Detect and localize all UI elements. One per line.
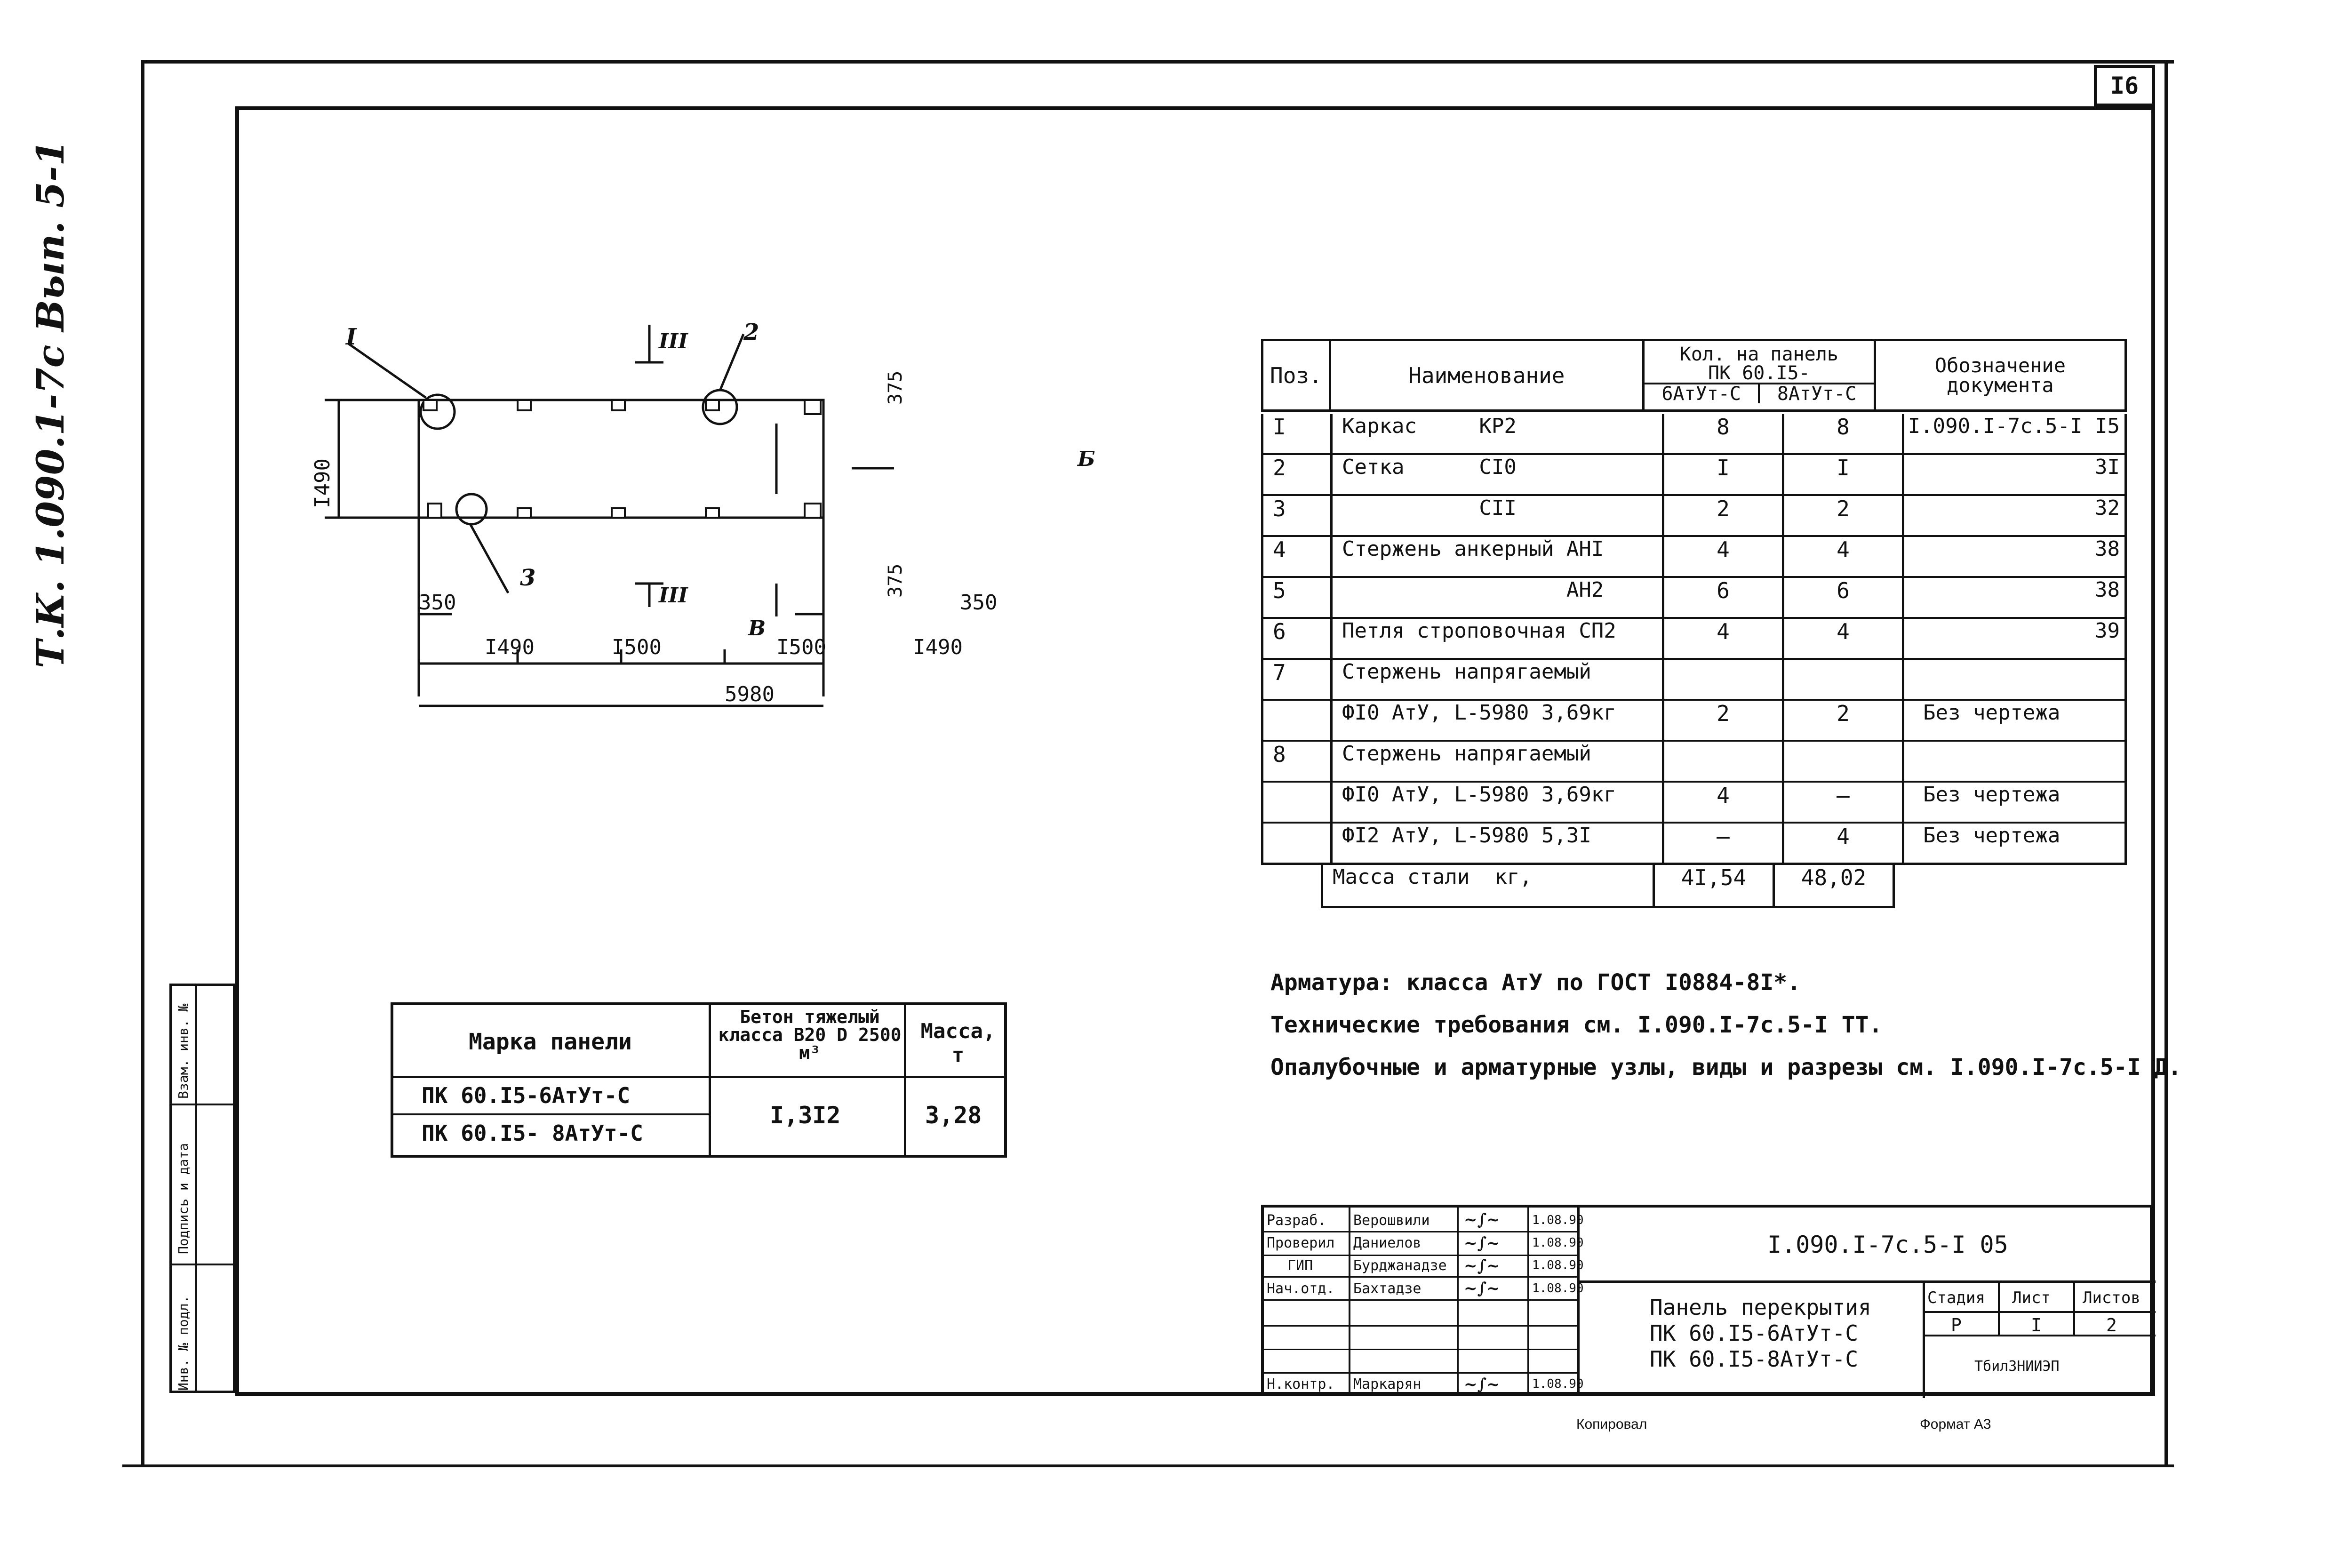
panel-mark-2: ПК 60.I5- 8АтУт-С xyxy=(422,1120,643,1146)
strip-sign: Подпись и дата xyxy=(176,1143,191,1254)
spec-table xyxy=(1261,339,2127,412)
footer-format: Формат А3 xyxy=(1920,1416,1991,1432)
dim-total: 5980 xyxy=(725,682,775,706)
tb-date-0: 1.08.90 xyxy=(1532,1213,1584,1227)
tb-date-2: 1.08.90 xyxy=(1532,1258,1584,1272)
tb-title-2: ПК 60.I5-6АтУт-С xyxy=(1650,1320,1859,1346)
note-reinforcement: Арматура: класса АтУ по ГОСТ I0884-8I*. xyxy=(1270,969,1801,996)
spec-row: ФI0 АтУ, L-5980 3,69кг 2 2 Без чертежа xyxy=(1261,701,2127,742)
tb-title-3: ПК 60.I5-8АтУт-С xyxy=(1650,1346,1859,1372)
callout-1: I xyxy=(346,324,357,350)
tb-sign-2: ~∫~ xyxy=(1464,1256,1500,1275)
spec-header-col-b: 8АтУт-С xyxy=(1777,383,1857,405)
spec-header-doc: Обозначение документа xyxy=(1875,340,2125,411)
spec-total-a: 4I,54 xyxy=(1655,865,1775,908)
spec-header-qty-sub: ПК 60.I5- xyxy=(1708,362,1810,384)
spec-header-pos: Поз. xyxy=(1262,340,1330,411)
panel-h-concrete: Бетон тяжелый класса В20 D 2500 м³ xyxy=(718,1007,902,1063)
panel-mass: 3,28 xyxy=(925,1102,982,1129)
frame-top xyxy=(235,106,2155,110)
tb-name-1: Даниелов xyxy=(1353,1235,1422,1251)
dim-seg4: I490 xyxy=(913,635,963,659)
tb-sign-0: ~∫~ xyxy=(1464,1210,1500,1229)
spec-row: I Каркас КР2 8 8 I.090.I-7с.5-I I5 xyxy=(1261,414,2127,455)
tb-stage: Р xyxy=(1951,1315,1962,1336)
spec-row: 3 СII 2 2 32 xyxy=(1261,496,2127,537)
view-mark-b: Б xyxy=(1078,447,1095,471)
dim-seg1: I490 xyxy=(485,635,535,659)
tb-sheets: 2 xyxy=(2106,1315,2117,1336)
panel-volume: I,3I2 xyxy=(770,1102,841,1129)
view-mark-v: В xyxy=(748,616,766,640)
outer-left-border xyxy=(141,60,144,1467)
spec-row: ФI2 АтУ, L-5980 5,3I – 4 Без чертежа xyxy=(1261,824,2127,865)
sheet-number: I6 xyxy=(2094,65,2155,106)
dim-seg2: I500 xyxy=(612,635,662,659)
outer-top-border xyxy=(141,60,2174,64)
tb-sheet-h: Лист xyxy=(2012,1288,2051,1307)
note-requirements: Технические требования см. I.090.I-7с.5-I ТТ. xyxy=(1270,1012,1883,1038)
section-mark-top: III xyxy=(659,329,688,353)
tb-date-1: 1.08.90 xyxy=(1532,1236,1584,1250)
spec-header-qty: Кол. на панель xyxy=(1679,344,1838,365)
strip-replace: Взам. инв. № xyxy=(176,1003,191,1099)
strip-inv: Инв. № подл. xyxy=(176,1295,191,1391)
spec-total-label: Масса стали кг, xyxy=(1321,865,1655,908)
panel-h-mass: Масса, т xyxy=(920,1019,996,1067)
tb-title-1: Панель перекрытия xyxy=(1650,1295,1871,1320)
spec-total-row xyxy=(1321,865,2127,908)
dim-bottom-375: 375 xyxy=(885,563,906,598)
tb-sign-6: ~∫~ xyxy=(1464,1375,1500,1394)
tb-role-0: Разраб. xyxy=(1267,1212,1326,1229)
panel-h-mark: Марка панели xyxy=(469,1029,632,1055)
section-mark-bottom: III xyxy=(659,584,688,608)
tb-role-2: ГИП xyxy=(1287,1257,1313,1274)
tb-sign-1: ~∫~ xyxy=(1464,1234,1500,1253)
tb-org: ТбилЗНИИЭП xyxy=(1974,1358,2060,1375)
tb-name-3: Бахтадзе xyxy=(1353,1280,1422,1297)
tb-date-3: 1.08.90 xyxy=(1532,1281,1584,1296)
tb-role-3: Нач.отд. xyxy=(1267,1280,1335,1297)
frame-left xyxy=(235,106,239,1396)
spec-rows xyxy=(1261,414,2127,908)
dim-left-350: 350 xyxy=(419,591,456,615)
spec-row: 6 Петля строповочная СП2 4 4 39 xyxy=(1261,619,2127,660)
spec-row: ФI0 АтУ, L-5980 3,69кг 4 – Без чертежа xyxy=(1261,783,2127,824)
tb-sheet: I xyxy=(2031,1315,2042,1336)
outer-right-border xyxy=(2164,60,2168,1467)
tb-code: I.090.I-7с.5-I 05 xyxy=(1767,1231,2008,1258)
dim-top-375: 375 xyxy=(885,370,906,405)
tb-sheets-h: Листов xyxy=(2083,1288,2140,1307)
spec-header-col-a: 6АтУт-С xyxy=(1645,384,1760,403)
panel-table xyxy=(391,1002,1007,1158)
frame-right xyxy=(2151,106,2155,1396)
tb-name-0: Верошвили xyxy=(1353,1212,1430,1229)
panel-plan-drawing xyxy=(306,306,1153,729)
dim-right-350: 350 xyxy=(960,591,998,615)
dim-seg3: I500 xyxy=(776,635,826,659)
tb-date-6: 1.08.90 xyxy=(1532,1377,1584,1391)
title-block xyxy=(1261,1205,2153,1395)
spec-row: 5 АН2 6 6 38 xyxy=(1261,578,2127,619)
tb-name-2: Бурджанадзе xyxy=(1353,1257,1447,1274)
spec-row: 2 Сетка СI0 I I 3I xyxy=(1261,455,2127,496)
panel-mark-1: ПК 60.I5-6АтУт-С xyxy=(422,1083,631,1108)
tb-role-1: Проверил xyxy=(1267,1235,1335,1251)
spec-row: 7 Стержень напрягаемый xyxy=(1261,660,2127,701)
tb-stage-h: Стадия xyxy=(1927,1288,1985,1307)
callout-3: 3 xyxy=(520,565,536,591)
binding-strip xyxy=(169,984,235,1393)
spec-header-name: Наименование xyxy=(1330,340,1643,411)
tb-sign-3: ~∫~ xyxy=(1464,1279,1500,1298)
dim-height: I490 xyxy=(311,458,335,508)
outer-bottom-border xyxy=(122,1464,2174,1467)
spec-row: 4 Стержень анкерный АНI 4 4 38 xyxy=(1261,537,2127,578)
tb-name-6: Маркарян xyxy=(1353,1376,1422,1392)
note-nodes: Опалубочные и арматурные узлы, виды и разрезы см. I.090.I-7с.5-I Д. xyxy=(1270,1054,2182,1080)
spec-total-b: 48,02 xyxy=(1775,865,1895,908)
side-note: Т.К. 1.090.1-7с Вып. 5-1 xyxy=(28,140,72,668)
spec-row: 8 Стержень напрягаемый xyxy=(1261,742,2127,783)
tb-role-6: Н.контр. xyxy=(1267,1376,1335,1392)
callout-2: 2 xyxy=(743,319,759,345)
footer-copied: Копировал xyxy=(1576,1416,1647,1432)
